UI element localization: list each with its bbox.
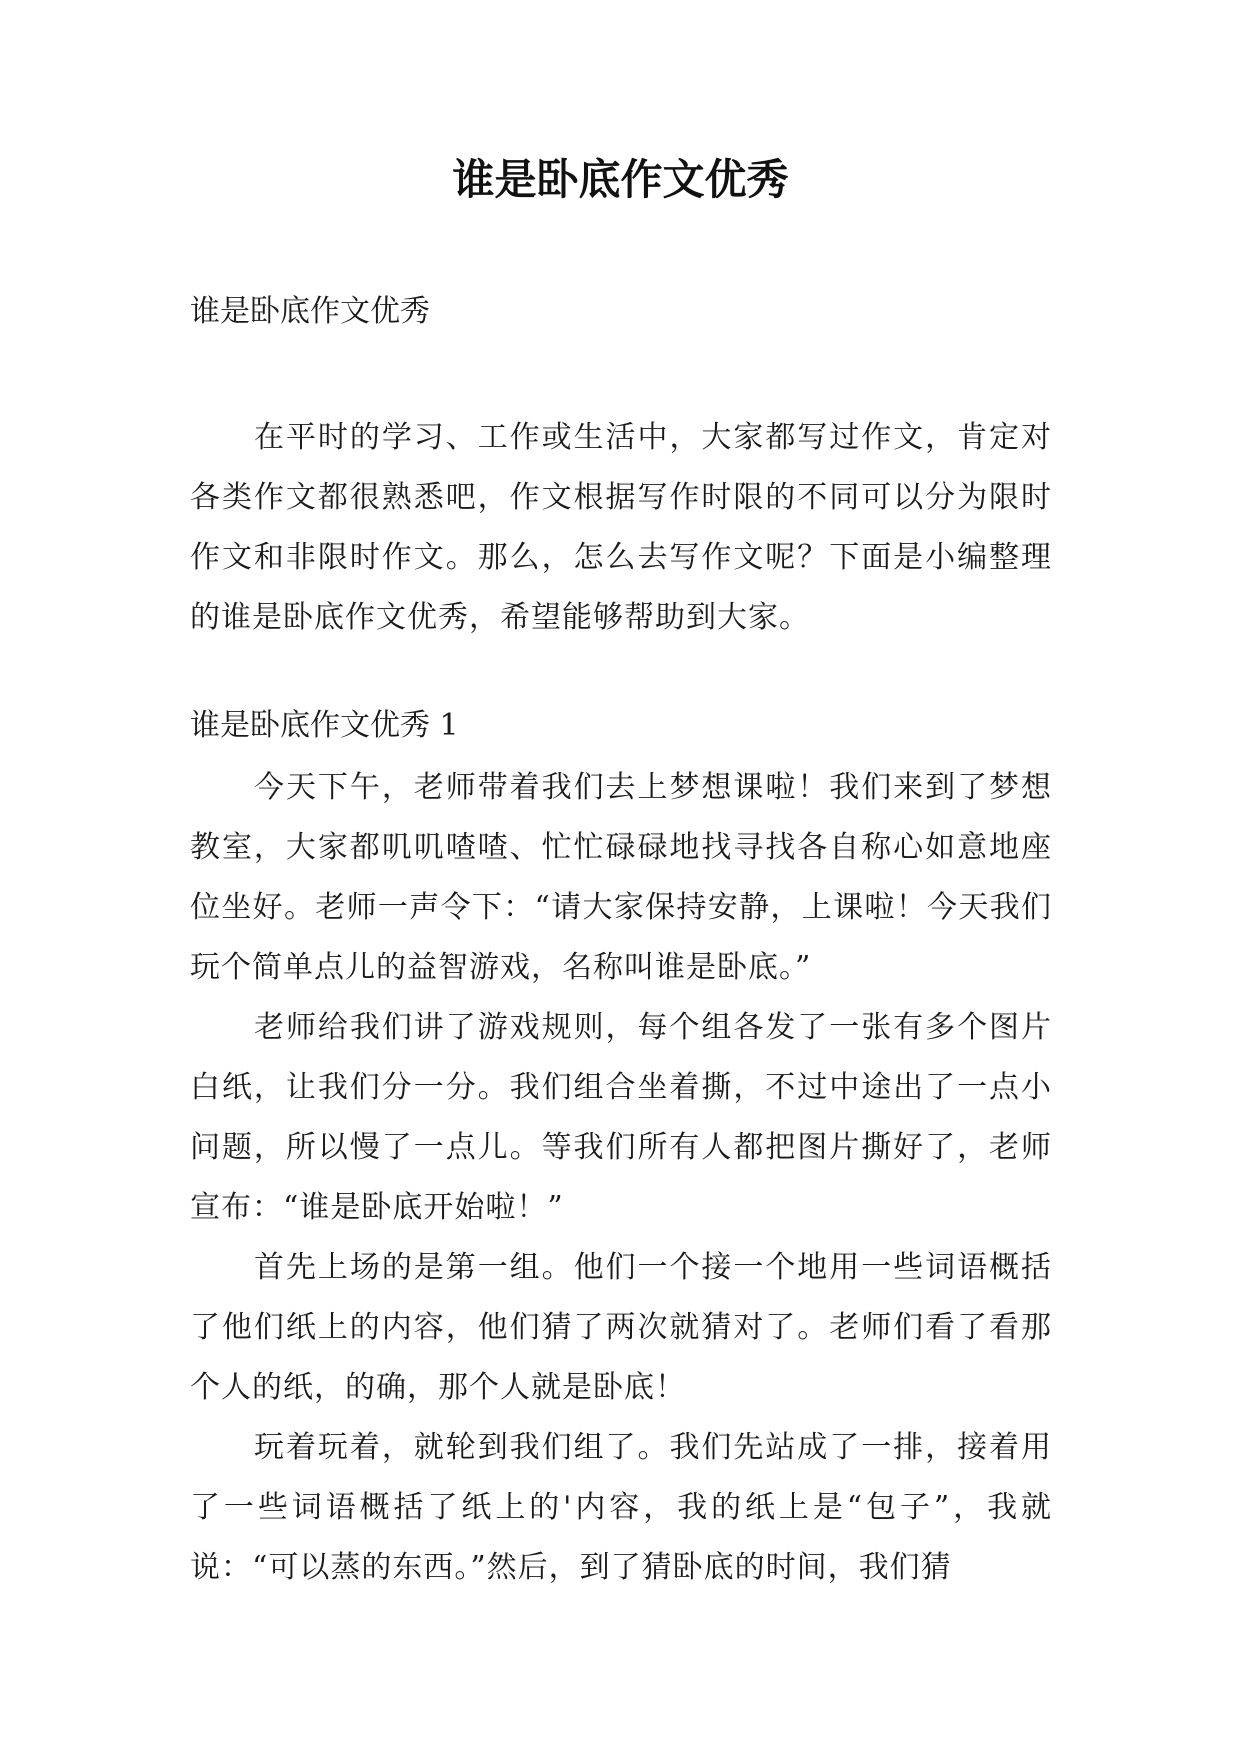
- essay-paragraph-1: 今天下午，老师带着我们去上梦想课啦！我们来到了梦想教室，大家都叽叽喳喳、忙忙碌碌地找寻找各自称心如意地座位坐好。老师一声令下：“请大家保持安静，上课啦！今天我们玩个简单点儿的益智游戏，名称叫谁是卧底。”: [190, 770, 1052, 985]
- essay-content: [190, 758, 1052, 1598]
- intro-block: [190, 408, 1052, 648]
- document-title: 谁是卧底作文优秀: [452, 155, 789, 204]
- document-subtitle: 谁是卧底作文优秀: [190, 294, 430, 329]
- intro-paragraph: 在平时的学习、工作或生活中，大家都写过作文，肯定对各类作文都很熟悉吧，作文根据写作时限的不同可以分为限时作文和非限时作文。那么，怎么去写作文呢？下面是小编整理的谁是卧底作文优秀，希望能够帮助到大家。: [190, 420, 1052, 635]
- essay-paragraph-4: 玩着玩着，就轮到我们组了。我们先站成了一排，接着用了一些词语概括了纸上的'内容，我的纸上是“包子”，我就说：“可以蒸的东西。”然后，到了猜卧底的时间，我们猜: [190, 1430, 1052, 1585]
- essay-paragraph-2: 老师给我们讲了游戏规则，每个组各发了一张有多个图片白纸，让我们分一分。我们组合坐着撕，不过中途出了一点小问题，所以慢了一点儿。等我们所有人都把图片撕好了，老师宣布：“谁是卧底开始啦！”: [190, 1010, 1052, 1225]
- section-heading: 谁是卧底作文优秀 1: [190, 708, 459, 743]
- essay-paragraph-3: 首先上场的是第一组。他们一个接一个地用一些词语概括了他们纸上的内容，他们猜了两次就猜对了。老师们看了看那个人的纸，的确，那个人就是卧底！: [190, 1250, 1052, 1405]
